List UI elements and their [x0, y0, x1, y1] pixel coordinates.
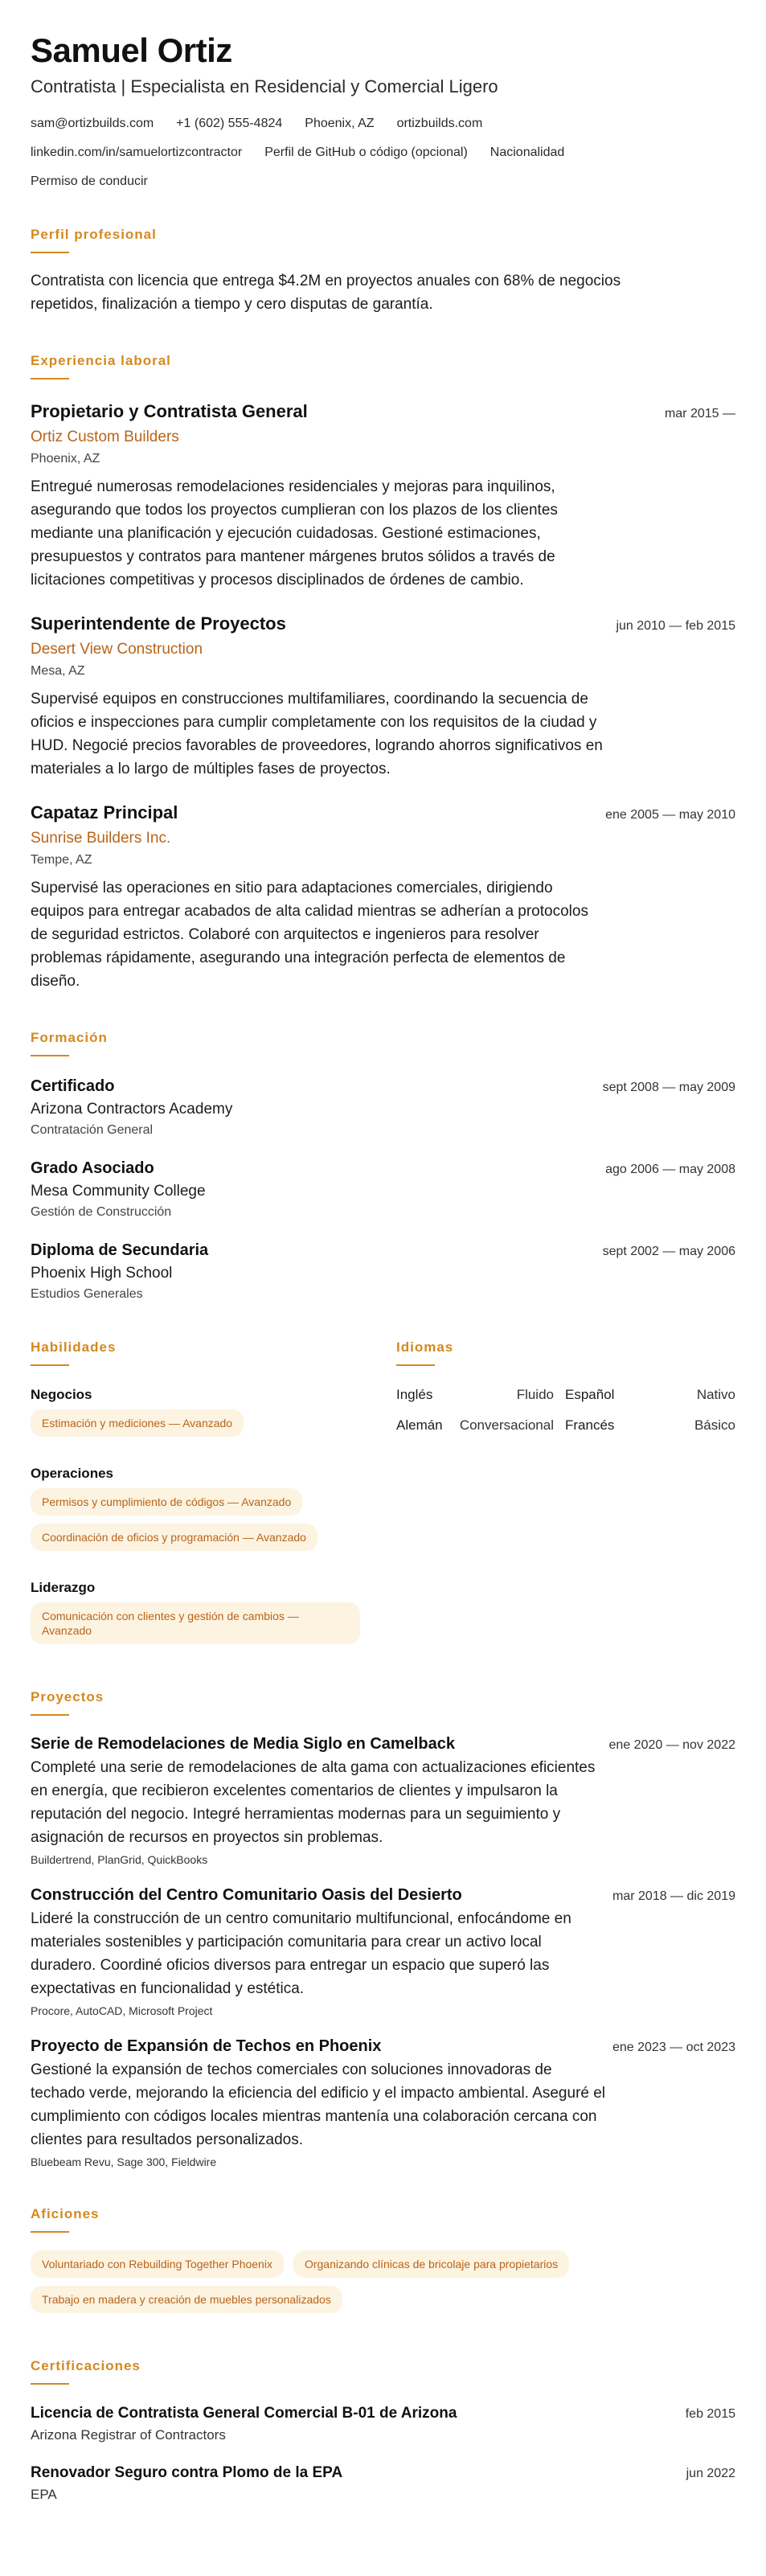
contact-driving-license: Permiso de conducir — [31, 174, 148, 188]
skill-tag: Coordinación de oficios y programación — Avanzado — [31, 1524, 317, 1551]
section-title: Proyectos — [31, 1689, 104, 1704]
job-entry — [31, 802, 735, 993]
education-school: Mesa Community College — [31, 1183, 206, 1200]
project-entry — [31, 1733, 735, 1867]
language-item — [565, 1417, 735, 1434]
education-degree: Diploma de Secundaria — [31, 1241, 209, 1259]
contact-nationality: Nacionalidad — [490, 146, 565, 159]
hobby-tag: Organizando clínicas de bricolaje para propietarios — [293, 2250, 569, 2278]
contact-email[interactable]: sam@ortizbuilds.com — [31, 117, 154, 130]
section-rule — [31, 1714, 69, 1716]
section-rule — [31, 378, 69, 379]
job-title: Propietario y Contratista General — [31, 401, 308, 421]
section-title: Certificaciones — [31, 2358, 141, 2373]
contact-phone[interactable]: +1 (602) 555-4824 — [176, 117, 283, 130]
job-company: Sunrise Builders Inc. — [31, 830, 171, 847]
section-rule — [31, 2383, 69, 2385]
job-description: Supervisé equipos en construcciones multifamiliares, coordinando la secuencia de oficios e inspecciones para cumplir completamente con los requisitos de la ciudad y HUD. Negocié precios favorables de proveedores, logrando ahorros significativos en materiales a lo largo de múltiples fases de proyectos. — [31, 691, 603, 777]
project-dates: ene 2020 — nov 2022 — [608, 1738, 735, 1752]
education-school: Phoenix High School — [31, 1265, 173, 1282]
language-level: Nativo — [696, 1387, 735, 1402]
skills-languages-row — [31, 1339, 735, 1652]
skills-section — [31, 1339, 396, 1652]
skill-group-name: Liderazgo — [31, 1580, 96, 1595]
job-location: Phoenix, AZ — [31, 452, 100, 466]
language-name: Francés — [565, 1417, 615, 1433]
contact-list — [31, 116, 722, 190]
language-list — [396, 1387, 735, 1434]
job-description: Supervisé las operaciones en sitio para adaptaciones comerciales, dirigiendo equipos para entregar acabados de alta calidad mientras se adherían a protocolos de seguridad estrictos. Colaboré con arquitectos e ingenieros para resolver problemas rápidamente, asegurando una integración perfecta de elementos de diseño. — [31, 880, 588, 990]
job-title: Capataz Principal — [31, 802, 178, 822]
project-title: Construcción del Centro Comunitario Oasis del Desierto — [31, 1886, 462, 1904]
section-title: Perfil profesional — [31, 227, 157, 242]
job-entry — [31, 613, 735, 781]
hobby-tag: Voluntariado con Rebuilding Together Phoenix — [31, 2250, 284, 2278]
job-dates: ene 2005 — may 2010 — [605, 808, 735, 822]
resume-header — [31, 31, 735, 190]
section-rule — [396, 1364, 435, 1366]
certification-name: Renovador Seguro contra Plomo de la EPA — [31, 2464, 343, 2481]
certification-date: jun 2022 — [686, 2467, 735, 2480]
skill-group — [31, 1387, 396, 1445]
skill-tag: Comunicación con clientes y gestión de cambios — Avanzado — [31, 1602, 360, 1644]
job-location: Tempe, AZ — [31, 853, 92, 867]
project-tools: Buildertrend, PlanGrid, QuickBooks — [31, 1853, 208, 1866]
project-description: Gestioné la expansión de techos comerciales con soluciones innovadoras de techado verde, mejorando la eficiencia del edificio y el impacto ambiental. Aseguré el cumplimiento con códigos locales mientras mantenía una colaboración cercana con clientes para resultados personalizados. — [31, 2061, 606, 2148]
education-degree: Grado Asociado — [31, 1159, 154, 1177]
skill-tag: Estimación y mediciones — Avanzado — [31, 1409, 244, 1437]
contact-website[interactable]: ortizbuilds.com — [396, 117, 483, 130]
education-dates: sept 2002 — may 2006 — [602, 1245, 735, 1258]
section-rule — [31, 252, 69, 253]
certification-entry — [31, 2404, 735, 2444]
certification-issuer: Arizona Registrar of Contractors — [31, 2427, 226, 2443]
job-entry — [31, 400, 735, 592]
experience-section — [31, 353, 735, 993]
skill-tag: Permisos y cumplimiento de códigos — Avanzado — [31, 1488, 302, 1516]
education-field: Contratación General — [31, 1123, 154, 1137]
job-dates: jun 2010 — feb 2015 — [616, 619, 735, 633]
summary-section — [31, 227, 735, 316]
skill-group — [31, 1466, 396, 1559]
job-location: Mesa, AZ — [31, 664, 85, 678]
project-entry — [31, 1885, 735, 2018]
language-item — [396, 1387, 565, 1403]
education-field: Gestión de Construcción — [31, 1205, 172, 1219]
projects-section — [31, 1689, 735, 2169]
project-entry — [31, 2036, 735, 2169]
job-dates: mar 2015 — — [664, 407, 735, 420]
certification-date: feb 2015 — [685, 2407, 735, 2421]
section-title: Idiomas — [396, 1339, 454, 1355]
certification-entry — [31, 2463, 735, 2504]
job-company: Desert View Construction — [31, 641, 203, 658]
education-school: Arizona Contractors Academy — [31, 1101, 233, 1118]
language-item — [396, 1417, 565, 1434]
section-title: Habilidades — [31, 1339, 117, 1355]
education-dates: sept 2008 — may 2009 — [602, 1081, 735, 1094]
section-rule — [31, 2231, 69, 2233]
education-section — [31, 1030, 735, 1302]
project-dates: mar 2018 — dic 2019 — [612, 1889, 735, 1903]
project-description: Lideré la construcción de un centro comunitario multifuncional, enfocándome en materiales sostenibles y participación comunitaria para crear un activo local duradero. Coordiné oficios diversos para entregar un espacio que superó las expectativas en funcionalidad y estética. — [31, 1910, 571, 1997]
hobbies-section — [31, 2206, 735, 2321]
project-tools: Bluebeam Revu, Sage 300, Fieldwire — [31, 2156, 217, 2168]
summary-text: Contratista con licencia que entrega $4.2M en proyectos anuales con 68% de negocios repetidos, finalización a tiempo y cero disputas de garantía. — [31, 273, 621, 313]
contact-github[interactable]: Perfil de GitHub o código (opcional) — [264, 146, 468, 159]
job-description: Entregué numerosas remodelaciones residenciales y mejoras para inquilinos, asegurando que todos los proyectos cumplieran con los plazos de los clientes mediante una planificación y ejecución cuidadosas. Gestioné estimaciones, presupuestos y contratos para mantener márgenes brutos sólidos a través de licitaciones competitivas y procesos disciplinados de órdenes de cambio. — [31, 478, 558, 589]
skill-group — [31, 1580, 396, 1652]
job-title: Superintendente de Proyectos — [31, 613, 286, 634]
languages-section — [396, 1339, 735, 1652]
skill-group-name: Operaciones — [31, 1466, 113, 1481]
education-dates: ago 2006 — may 2008 — [605, 1163, 735, 1176]
project-description: Completé una serie de remodelaciones de alta gama con actualizaciones eficientes en energía, que recibieron excelentes comentarios de clientes y impulsaron la reputación del negocio. Integré herramientas modernas para un seguimiento y asignación de recursos en proyectos sin problemas. — [31, 1759, 596, 1846]
job-company: Ortiz Custom Builders — [31, 429, 179, 445]
hobby-list — [31, 2250, 641, 2321]
certification-name: Licencia de Contratista General Comercial B-01 de Arizona — [31, 2405, 457, 2422]
language-name: Alemán — [396, 1417, 443, 1433]
certification-issuer: EPA — [31, 2487, 57, 2502]
education-field: Estudios Generales — [31, 1287, 143, 1301]
section-rule — [31, 1364, 69, 1366]
project-title: Proyecto de Expansión de Techos en Phoenix — [31, 2037, 382, 2055]
language-name: Español — [565, 1387, 615, 1402]
project-dates: ene 2023 — oct 2023 — [612, 2041, 735, 2054]
language-item — [565, 1387, 735, 1403]
section-rule — [31, 1055, 69, 1056]
education-degree: Certificado — [31, 1077, 115, 1095]
section-title: Aficiones — [31, 2206, 100, 2221]
language-level: Conversacional — [459, 1417, 554, 1433]
education-entry — [31, 1240, 735, 1302]
contact-linkedin[interactable]: linkedin.com/in/samuelortizcontractor — [31, 146, 243, 159]
project-tools: Procore, AutoCAD, Microsoft Project — [31, 2004, 213, 2017]
language-level: Fluido — [516, 1387, 554, 1402]
language-name: Inglés — [396, 1387, 433, 1402]
candidate-name: Samuel Ortiz — [31, 31, 232, 69]
education-entry — [31, 1158, 735, 1220]
skill-group-name: Negocios — [31, 1387, 92, 1402]
project-title: Serie de Remodelaciones de Media Siglo en Camelback — [31, 1735, 455, 1753]
language-level: Básico — [694, 1417, 735, 1433]
section-title: Experiencia laboral — [31, 353, 171, 368]
contact-location: Phoenix, AZ — [305, 117, 375, 130]
section-title: Formación — [31, 1030, 108, 1045]
hobby-tag: Trabajo en madera y creación de muebles personalizados — [31, 2286, 342, 2313]
education-entry — [31, 1076, 735, 1138]
candidate-headline: Contratista | Especialista en Residencial y Comercial Ligero — [31, 76, 498, 96]
certifications-section — [31, 2358, 735, 2504]
